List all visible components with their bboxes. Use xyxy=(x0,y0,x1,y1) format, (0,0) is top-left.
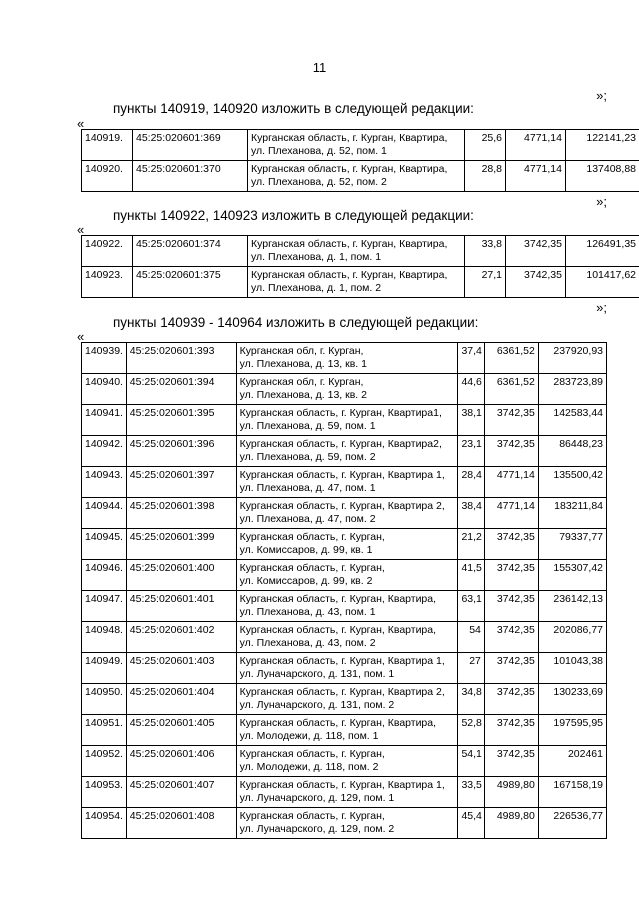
area-value: 27 xyxy=(458,653,484,684)
address-line-1: Курганская область, г. Курган, Квартира 1, xyxy=(239,469,445,481)
total-value: 101043,38 xyxy=(538,653,606,684)
cadastre-number: 45:25:020601:399 xyxy=(126,529,236,560)
cadastre-number: 45:25:020601:402 xyxy=(126,622,236,653)
address-cell xyxy=(248,267,465,298)
total-value: 202461 xyxy=(538,746,606,777)
area-value: 63,1 xyxy=(458,591,484,622)
area-value: 38,4 xyxy=(458,498,484,529)
address-line-2: ул. Плеханова, д. 1, пом. 2 xyxy=(251,281,382,294)
address-line-2: ул. Луначарского, д. 131, пом. 2 xyxy=(239,698,395,711)
table-row xyxy=(82,467,607,498)
area-value: 27,1 xyxy=(465,267,506,298)
area-value: 54 xyxy=(458,622,484,653)
cadastre-number: 45:25:020601:400 xyxy=(126,560,236,591)
address-line-1: Курганская область, г. Курган, Квартира 2, xyxy=(239,500,445,512)
cadastre-number: 45:25:020601:369 xyxy=(133,130,248,161)
cadastre-number: 45:25:020601:408 xyxy=(126,808,236,839)
cadastre-number: 45:25:020601:393 xyxy=(126,343,236,374)
address-cell xyxy=(236,622,458,653)
table-section-3 xyxy=(81,342,607,839)
address-cell xyxy=(236,560,458,591)
total-value: 135500,42 xyxy=(538,467,606,498)
address-line-1: Курганская область, г. Курган, Квартира2, xyxy=(239,438,442,450)
area-value: 34,8 xyxy=(458,684,484,715)
row-number: 140941. xyxy=(82,405,127,436)
row-number: 140939. xyxy=(82,343,127,374)
row-number: 140948. xyxy=(82,622,127,653)
row-number: 140943. xyxy=(82,467,127,498)
table-row xyxy=(82,374,607,405)
address-line-2: ул. Плеханова, д. 13, кв. 2 xyxy=(239,388,367,401)
area-value: 33,5 xyxy=(458,777,484,808)
address-line-2: ул. Плеханова, д. 1, пом. 1 xyxy=(251,250,382,263)
table-row xyxy=(82,622,607,653)
total-value: 126491,35 xyxy=(566,236,639,267)
closing-quote: »; xyxy=(596,88,607,103)
opening-quote: « xyxy=(77,116,85,131)
table-row xyxy=(82,560,607,591)
price-value: 3742,35 xyxy=(484,436,538,467)
price-value: 4989,80 xyxy=(484,808,538,839)
address-line-1: Курганская область, г. Курган, Квартира, xyxy=(251,269,448,281)
area-value: 33,8 xyxy=(465,236,506,267)
cadastre-number: 45:25:020601:407 xyxy=(126,777,236,808)
table-row xyxy=(82,529,607,560)
row-number: 140919. xyxy=(82,130,133,161)
address-line-1: Курганская область, г. Курган, Квартира 1, xyxy=(239,655,445,667)
row-number: 140944. xyxy=(82,498,127,529)
total-value: 79337,77 xyxy=(538,529,606,560)
address-line-2: ул. Молодежи, д. 118, пом. 2 xyxy=(239,760,379,773)
address-cell xyxy=(236,808,458,839)
address-line-2: ул. Молодежи, д. 118, пом. 1 xyxy=(239,729,379,742)
address-line-1: Курганская область, г. Курган, Квартира, xyxy=(251,238,448,250)
cadastre-number: 45:25:020601:375 xyxy=(133,267,248,298)
price-value: 3742,35 xyxy=(484,684,538,715)
address-cell xyxy=(248,236,465,267)
address-line-1: Курганская область, г. Курган, Квартира 1, xyxy=(239,779,445,791)
total-value: 122141,23 xyxy=(566,130,639,161)
total-value: 237920,93 xyxy=(538,343,606,374)
row-number: 140952. xyxy=(82,746,127,777)
price-value: 3742,35 xyxy=(484,591,538,622)
table-body xyxy=(82,343,607,839)
address-line-2: ул. Луначарского, д. 131, пом. 1 xyxy=(239,667,395,680)
total-value: 226536,77 xyxy=(538,808,606,839)
price-value: 3742,35 xyxy=(484,622,538,653)
row-number: 140951. xyxy=(82,715,127,746)
address-cell xyxy=(236,591,458,622)
cadastre-number: 45:25:020601:398 xyxy=(126,498,236,529)
table-row xyxy=(82,161,639,192)
row-number: 140950. xyxy=(82,684,127,715)
cadastre-number: 45:25:020601:406 xyxy=(126,746,236,777)
cadastre-number: 45:25:020601:405 xyxy=(126,715,236,746)
address-cell xyxy=(236,467,458,498)
table-row xyxy=(82,498,607,529)
table-row xyxy=(82,130,639,161)
area-value: 41,5 xyxy=(458,560,484,591)
address-line-1: Курганская область, г. Курган, Квартира 2, xyxy=(239,686,445,698)
address-line-2: ул. Луначарского, д. 129, пом. 1 xyxy=(239,791,395,804)
address-line-1: Курганская область, г. Курган, xyxy=(239,531,385,543)
page-number: 11 xyxy=(312,60,327,75)
row-number: 140945. xyxy=(82,529,127,560)
price-value: 3742,35 xyxy=(484,560,538,591)
address-line-2: ул. Плеханова, д. 47, пом. 2 xyxy=(239,512,376,525)
total-value: 137408,88 xyxy=(566,161,639,192)
total-value: 86448,23 xyxy=(538,436,606,467)
section-heading: пункты 140939 - 140964 изложить в следующей редакции: xyxy=(113,315,479,330)
area-value: 23,1 xyxy=(458,436,484,467)
address-line-2: ул. Плеханова, д. 43, пом. 1 xyxy=(239,605,376,618)
price-value: 3742,35 xyxy=(506,236,566,267)
address-cell xyxy=(236,746,458,777)
address-line-2: ул. Комиссаров, д. 99, кв. 1 xyxy=(239,543,373,556)
table-row xyxy=(82,267,639,298)
cadastre-number: 45:25:020601:370 xyxy=(133,161,248,192)
total-value: 155307,42 xyxy=(538,560,606,591)
price-value: 3742,35 xyxy=(506,267,566,298)
area-value: 45,4 xyxy=(458,808,484,839)
area-value: 25,6 xyxy=(465,130,506,161)
table-row xyxy=(82,746,607,777)
price-value: 3742,35 xyxy=(484,653,538,684)
address-line-1: Курганская область, г. Курган, xyxy=(239,810,385,822)
address-cell xyxy=(236,374,458,405)
address-cell xyxy=(236,715,458,746)
price-value: 4771,14 xyxy=(506,161,566,192)
table-row xyxy=(82,684,607,715)
price-value: 3742,35 xyxy=(484,529,538,560)
address-cell xyxy=(248,161,465,192)
row-number: 140923. xyxy=(82,267,133,298)
row-number: 140922. xyxy=(82,236,133,267)
opening-quote: « xyxy=(77,222,85,237)
table-row xyxy=(82,808,607,839)
closing-quote: »; xyxy=(596,194,607,209)
opening-quote: « xyxy=(77,329,85,344)
area-value: 38,1 xyxy=(458,405,484,436)
price-value: 4989,80 xyxy=(484,777,538,808)
total-value: 197595,95 xyxy=(538,715,606,746)
address-line-1: Курганская обл, г. Курган, xyxy=(239,376,364,388)
price-value: 6361,52 xyxy=(484,374,538,405)
price-value: 4771,14 xyxy=(484,467,538,498)
total-value: 167158,19 xyxy=(538,777,606,808)
address-line-1: Курганская область, г. Курган, xyxy=(239,562,385,574)
address-cell xyxy=(236,653,458,684)
table-row xyxy=(82,436,607,467)
address-line-2: ул. Плеханова, д. 47, пом. 1 xyxy=(239,481,376,494)
table-section-1 xyxy=(81,129,639,192)
area-value: 44,6 xyxy=(458,374,484,405)
price-value: 3742,35 xyxy=(484,715,538,746)
address-line-2: ул. Плеханова, д. 59, пом. 2 xyxy=(239,450,376,463)
price-value: 3742,35 xyxy=(484,405,538,436)
price-value: 4771,14 xyxy=(484,498,538,529)
total-value: 202086,77 xyxy=(538,622,606,653)
cadastre-number: 45:25:020601:403 xyxy=(126,653,236,684)
table-row xyxy=(82,715,607,746)
address-cell xyxy=(236,777,458,808)
row-number: 140953. xyxy=(82,777,127,808)
total-value: 130233,69 xyxy=(538,684,606,715)
address-line-2: ул. Плеханова, д. 52, пом. 2 xyxy=(251,175,387,188)
row-number: 140946. xyxy=(82,560,127,591)
address-line-2: ул. Комиссаров, д. 99, кв. 2 xyxy=(239,574,373,587)
row-number: 140940. xyxy=(82,374,127,405)
total-value: 101417,62 xyxy=(566,267,639,298)
address-line-1: Курганская область, г. Курган, Квартира, xyxy=(251,132,448,144)
address-line-2: ул. Плеханова, д. 59, пом. 1 xyxy=(239,419,376,432)
cadastre-number: 45:25:020601:404 xyxy=(126,684,236,715)
cadastre-number: 45:25:020601:374 xyxy=(133,236,248,267)
address-line-1: Курганская область, г. Курган, Квартира1, xyxy=(239,407,442,419)
address-cell xyxy=(236,529,458,560)
table-row xyxy=(82,591,607,622)
address-line-1: Курганская обл, г. Курган, xyxy=(239,345,364,357)
address-line-1: Курганская область, г. Курган, Квартира, xyxy=(251,163,448,175)
address-line-1: Курганская область, г. Курган, xyxy=(239,748,385,760)
total-value: 283723,89 xyxy=(538,374,606,405)
address-line-2: ул. Плеханова, д. 43, пом. 2 xyxy=(239,636,376,649)
table-row xyxy=(82,236,639,267)
cadastre-number: 45:25:020601:397 xyxy=(126,467,236,498)
cadastre-number: 45:25:020601:396 xyxy=(126,436,236,467)
address-cell xyxy=(236,498,458,529)
row-number: 140947. xyxy=(82,591,127,622)
total-value: 183211,84 xyxy=(538,498,606,529)
price-value: 6361,52 xyxy=(484,343,538,374)
price-value: 4771,14 xyxy=(506,130,566,161)
table-row xyxy=(82,405,607,436)
address-line-2: ул. Плеханова, д. 52, пом. 1 xyxy=(251,144,387,157)
address-line-1: Курганская область, г. Курган, Квартира, xyxy=(239,593,437,605)
address-line-1: Курганская область, г. Курган, Квартира, xyxy=(239,624,437,636)
table-row xyxy=(82,653,607,684)
address-line-2: ул. Луначарского, д. 129, пом. 2 xyxy=(239,822,395,835)
cadastre-number: 45:25:020601:394 xyxy=(126,374,236,405)
row-number: 140954. xyxy=(82,808,127,839)
area-value: 54,1 xyxy=(458,746,484,777)
total-value: 236142,13 xyxy=(538,591,606,622)
closing-quote: »; xyxy=(596,300,607,315)
area-value: 52,8 xyxy=(458,715,484,746)
address-cell xyxy=(248,130,465,161)
address-cell xyxy=(236,436,458,467)
row-number: 140920. xyxy=(82,161,133,192)
address-cell xyxy=(236,343,458,374)
section-heading: пункты 140919, 140920 изложить в следующей редакции: xyxy=(113,101,474,116)
address-cell xyxy=(236,405,458,436)
row-number: 140942. xyxy=(82,436,127,467)
section-heading: пункты 140922, 140923 изложить в следующей редакции: xyxy=(113,208,474,223)
table-row xyxy=(82,777,607,808)
address-line-2: ул. Плеханова, д. 13, кв. 1 xyxy=(239,357,367,370)
table-section-2 xyxy=(81,235,639,298)
total-value: 142583,44 xyxy=(538,405,606,436)
cadastre-number: 45:25:020601:395 xyxy=(126,405,236,436)
address-line-1: Курганская область, г. Курган, Квартира, xyxy=(239,717,437,729)
address-cell xyxy=(236,684,458,715)
area-value: 28,4 xyxy=(458,467,484,498)
table-row xyxy=(82,343,607,374)
cadastre-number: 45:25:020601:401 xyxy=(126,591,236,622)
price-value: 3742,35 xyxy=(484,746,538,777)
area-value: 28,8 xyxy=(465,161,506,192)
area-value: 21,2 xyxy=(458,529,484,560)
row-number: 140949. xyxy=(82,653,127,684)
area-value: 37,4 xyxy=(458,343,484,374)
